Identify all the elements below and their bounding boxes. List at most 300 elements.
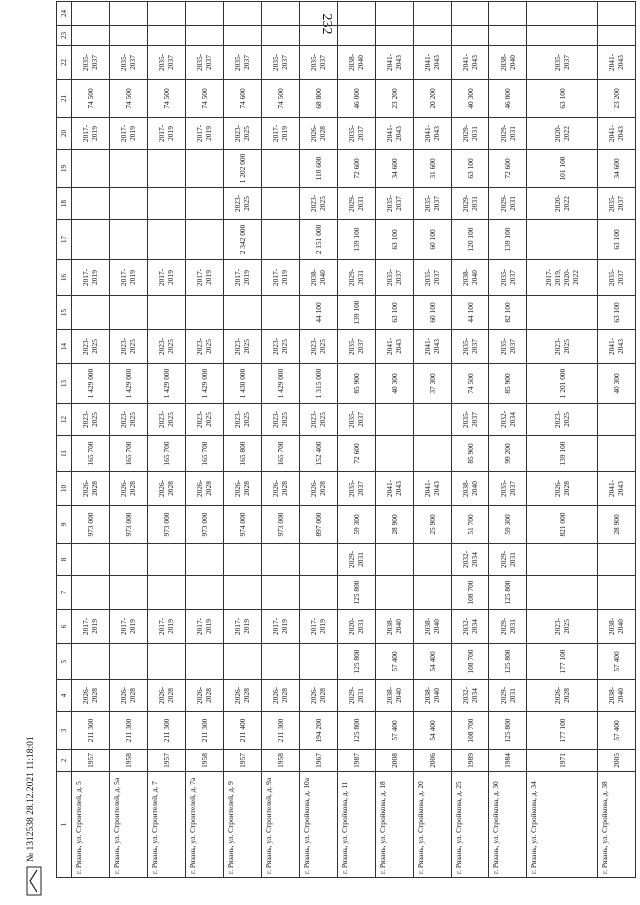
table-cell [109, 26, 147, 46]
table-cell: 120 100 [451, 220, 489, 260]
table-cell: 2038-2040 [451, 472, 489, 506]
table-row [147, 2, 185, 878]
address-cell: г. Рязань, ул. Стройкова, д. 30 [489, 772, 527, 878]
table-cell [72, 644, 110, 680]
table-cell: 2035-2037 [223, 46, 261, 80]
table-cell [597, 2, 635, 26]
garant-logo-icon [26, 866, 42, 896]
table-cell: 25 900 [413, 506, 451, 544]
table-cell: 125 800 [489, 644, 527, 680]
table-row [223, 2, 261, 878]
table-cell [489, 2, 527, 26]
table-cell: 139 100 [337, 296, 375, 330]
table-cell: 2035-2037 [375, 188, 413, 220]
table-cell: 139 100 [337, 220, 375, 260]
table-row [413, 2, 451, 878]
table-cell: 74 500 [147, 80, 185, 118]
table-cell: 2017-2019 [72, 610, 110, 644]
table-cell [72, 26, 110, 46]
table-cell: 2038-2040 [337, 46, 375, 80]
table-cell [185, 2, 223, 26]
table-cell: 57 400 [375, 644, 413, 680]
column-header: 5 [57, 644, 72, 680]
table-cell: 2041-2043 [375, 472, 413, 506]
table-cell [185, 26, 223, 46]
table-cell: 2026-2028 [261, 680, 299, 712]
table-cell: 57 400 [375, 712, 413, 750]
repair-schedule-table [56, 1, 636, 878]
table-cell: 63 100 [597, 296, 635, 330]
table-cell: 2017-2019 [261, 118, 299, 150]
column-header: 13 [57, 364, 72, 404]
table-cell: 74 500 [261, 80, 299, 118]
table-cell [261, 576, 299, 610]
table-cell: 2038-2040 [413, 680, 451, 712]
table-row [489, 2, 527, 878]
table-cell: 2038-2040 [597, 610, 635, 644]
table-cell: 85 900 [451, 436, 489, 472]
table-cell: 2023-2025 [527, 330, 598, 364]
table-cell [527, 576, 598, 610]
table-cell: 1957 [147, 750, 185, 772]
table-cell: 2035-2037 [375, 260, 413, 296]
table-cell: 59 300 [337, 506, 375, 544]
table-cell: 1984 [489, 750, 527, 772]
table-cell [413, 576, 451, 610]
address-cell: г. Рязань, ул. Строителей, д. 5а [109, 772, 147, 878]
table-cell [527, 220, 598, 260]
table-cell: 152 400 [299, 436, 337, 472]
table-cell [109, 296, 147, 330]
table-cell: 57 400 [597, 644, 635, 680]
table-cell: 2041-2043 [597, 330, 635, 364]
table-cell: 63 100 [527, 80, 598, 118]
table-cell: 2017-2019 [185, 610, 223, 644]
table-cell: 82 100 [489, 296, 527, 330]
table-cell [413, 404, 451, 436]
table-cell: 2041-2043 [413, 118, 451, 150]
table-cell [109, 150, 147, 188]
table-cell: 2 151 000 [299, 220, 337, 260]
table-cell: 211 300 [185, 712, 223, 750]
table-cell: 177 100 [527, 644, 598, 680]
table-cell: 2023-2025 [185, 404, 223, 436]
table-cell: 68 800 [299, 80, 337, 118]
table-cell: 2023-2025 [147, 330, 185, 364]
table-cell: 2023-2025 [223, 188, 261, 220]
table-cell [223, 26, 261, 46]
table-cell: 60 100 [413, 220, 451, 260]
table-cell: 2032-2034 [451, 544, 489, 576]
table-cell: 211 300 [109, 712, 147, 750]
table-cell: 74 500 [109, 80, 147, 118]
table-cell: 2035-2037 [185, 46, 223, 80]
table-cell: 40 300 [451, 80, 489, 118]
table-cell: 1 429 000 [72, 364, 110, 404]
table-cell: 1989 [451, 750, 489, 772]
table-cell: 2023-2025 [109, 330, 147, 364]
table-cell [185, 544, 223, 576]
table-cell [223, 576, 261, 610]
table-cell: 2026-2028 [147, 472, 185, 506]
table-cell: 2026-2028 [185, 472, 223, 506]
table-cell [299, 26, 337, 46]
table-cell: 2029-2031 [489, 610, 527, 644]
table-cell: 34 600 [375, 150, 413, 188]
table-cell [185, 150, 223, 188]
table-cell [375, 576, 413, 610]
address-cell: г. Рязань, ул. Стройкова, д. 25 [451, 772, 489, 878]
table-cell [337, 2, 375, 26]
table-cell: 1 429 000 [147, 364, 185, 404]
table-cell: 2026-2028 [223, 472, 261, 506]
table-cell: 2023-2025 [261, 404, 299, 436]
table-cell: 2041-2043 [413, 472, 451, 506]
table-cell: 821 000 [527, 506, 598, 544]
table-cell [261, 26, 299, 46]
table-cell [109, 644, 147, 680]
table-cell [185, 296, 223, 330]
table-cell: 85 900 [489, 364, 527, 404]
table-cell: 2035-2037 [489, 472, 527, 506]
table-row [109, 2, 147, 878]
table-cell [489, 26, 527, 46]
table-row [597, 2, 635, 878]
table-cell: 211 300 [147, 712, 185, 750]
table-cell: 2006 [413, 750, 451, 772]
table-cell: 2017-2019 [261, 610, 299, 644]
table-cell: 1 429 000 [185, 364, 223, 404]
column-header: 21 [57, 80, 72, 118]
column-header: 4 [57, 680, 72, 712]
table-cell [147, 644, 185, 680]
address-cell: г. Рязань, ул. Строителей, д. 7а [185, 772, 223, 878]
table-cell: 2035-2037 [109, 46, 147, 80]
address-cell: г. Рязань, ул. Стройкова, д. 38 [597, 772, 635, 878]
table-cell: 165 700 [109, 436, 147, 472]
table-cell: 2035-2037 [337, 472, 375, 506]
table-cell: 1971 [527, 750, 598, 772]
table-cell: 2017-2019 [147, 118, 185, 150]
table-cell: 46 000 [337, 80, 375, 118]
table-cell [375, 26, 413, 46]
table-cell [147, 150, 185, 188]
table-cell: 2026-2028 [72, 472, 110, 506]
table-cell [413, 436, 451, 472]
address-cell: г. Рязань, ул. Стройкова, д. 20 [413, 772, 451, 878]
table-cell: 125 800 [489, 576, 527, 610]
table-cell: 2026-2028 [527, 472, 598, 506]
table-cell [597, 576, 635, 610]
table-cell: 1967 [299, 750, 337, 772]
table-cell [337, 26, 375, 46]
address-cell: г. Рязань, ул. Строителей, д. 5 [72, 772, 110, 878]
table-cell: 2035-2037 [489, 260, 527, 296]
table-cell: 72 600 [489, 150, 527, 188]
table-cell [185, 220, 223, 260]
table-cell: 1 430 000 [223, 364, 261, 404]
table-cell [413, 544, 451, 576]
table-cell [375, 2, 413, 26]
table-cell: 2023-2025 [299, 330, 337, 364]
table-cell: 2017-2019 [109, 610, 147, 644]
table-cell: 973 000 [261, 506, 299, 544]
table-cell: 2035-2037 [147, 46, 185, 80]
table-cell [299, 576, 337, 610]
table-cell: 973 000 [109, 506, 147, 544]
document-stamp: № 1312538 28.12.2021 11:18:01 [26, 736, 36, 862]
table-cell [147, 576, 185, 610]
column-header: 6 [57, 610, 72, 644]
table-cell: 108 700 [451, 712, 489, 750]
table-cell: 2026-2028 [147, 680, 185, 712]
table-row [527, 2, 598, 878]
table-cell: 57 400 [597, 712, 635, 750]
table-cell: 1 202 000 [223, 150, 261, 188]
table-cell: 108 700 [451, 576, 489, 610]
table-cell: 2026-2028 [223, 680, 261, 712]
table-cell: 194 200 [299, 712, 337, 750]
table-cell: 2029-2031 [489, 680, 527, 712]
table-cell: 108 700 [451, 644, 489, 680]
table-cell: 2017-2019 [72, 118, 110, 150]
table-cell: 125 800 [337, 576, 375, 610]
table-row [261, 2, 299, 878]
footer-stamp [24, 736, 46, 896]
table-cell: 60 100 [413, 296, 451, 330]
table-cell: 2029-2031 [489, 188, 527, 220]
table-cell: 1 429 000 [109, 364, 147, 404]
table-cell: 2038-2040 [413, 610, 451, 644]
table-cell: 2041-2043 [597, 472, 635, 506]
table-cell: 2026-2028 [299, 118, 337, 150]
table-cell: 125 800 [489, 712, 527, 750]
table-cell [147, 544, 185, 576]
table-cell: 46 000 [489, 80, 527, 118]
table-cell: 40 300 [597, 364, 635, 404]
table-cell [261, 150, 299, 188]
table-cell: 2041-2043 [413, 46, 451, 80]
table-cell: 2035-2037 [413, 188, 451, 220]
table-cell [375, 436, 413, 472]
table-cell: 28 900 [375, 506, 413, 544]
table-cell: 85 900 [337, 364, 375, 404]
table-cell: 2017-2019 [109, 118, 147, 150]
table-cell: 74 600 [223, 80, 261, 118]
table-cell: 2041-2043 [597, 118, 635, 150]
table-cell: 2041-2043 [375, 46, 413, 80]
column-header: 2 [57, 750, 72, 772]
table-cell: 973 000 [147, 506, 185, 544]
table-cell [451, 2, 489, 26]
table-cell: 2029-2031 [337, 544, 375, 576]
table-cell: 2 342 000 [223, 220, 261, 260]
table-cell: 1 429 000 [261, 364, 299, 404]
table-cell: 63 100 [375, 220, 413, 260]
table-cell [299, 644, 337, 680]
table-cell: 177 100 [527, 712, 598, 750]
table-cell: 2029-2031 [489, 544, 527, 576]
table-cell: 2026-2028 [299, 472, 337, 506]
table-cell: 1957 [72, 750, 110, 772]
column-header: 15 [57, 296, 72, 330]
table-cell: 2035-2037 [527, 46, 598, 80]
table-cell: 2035-2037 [337, 404, 375, 436]
table-cell: 2017-2019 [223, 260, 261, 296]
table-cell: 2023-2025 [223, 404, 261, 436]
table-cell [109, 576, 147, 610]
table-cell [147, 220, 185, 260]
address-cell: г. Рязань, ул. Стройкова, д. 10а [299, 772, 337, 878]
table-cell [147, 296, 185, 330]
table-cell [72, 150, 110, 188]
column-header: 7 [57, 576, 72, 610]
table-cell [597, 26, 635, 46]
table-cell [147, 2, 185, 26]
table-cell: 74 500 [451, 364, 489, 404]
table-cell: 2020-2022 [527, 188, 598, 220]
page-number: 232 [319, 13, 334, 35]
table-cell: 2041-2043 [413, 330, 451, 364]
table-cell: 37 300 [413, 364, 451, 404]
table-cell: 2029-2031 [489, 118, 527, 150]
table-cell: 54 400 [413, 712, 451, 750]
table-cell: 2026-2028 [527, 680, 598, 712]
table-cell: 1987 [337, 750, 375, 772]
column-header: 1 [57, 772, 72, 878]
table-cell: 72 600 [337, 436, 375, 472]
table-cell: 2026-2028 [72, 680, 110, 712]
table-cell [109, 544, 147, 576]
table-cell [261, 544, 299, 576]
table-cell [72, 576, 110, 610]
address-cell: г. Рязань, ул. Стройкова, д. 11 [337, 772, 375, 878]
table-cell [109, 220, 147, 260]
table-cell: 63 100 [451, 150, 489, 188]
table-cell: 72 600 [337, 150, 375, 188]
column-header: 10 [57, 472, 72, 506]
table-cell: 2023-2025 [223, 330, 261, 364]
table-cell: 2029-2031 [451, 188, 489, 220]
table-cell [147, 188, 185, 220]
column-header: 12 [57, 404, 72, 436]
column-header: 8 [57, 544, 72, 576]
table-cell [261, 220, 299, 260]
table-cell: 1957 [223, 750, 261, 772]
table-cell: 1 315 000 [299, 364, 337, 404]
table-cell: 2017-2019 [72, 260, 110, 296]
address-cell: г. Рязань, ул. Строителей, д. 7 [147, 772, 185, 878]
table-cell [375, 404, 413, 436]
table-cell: 2029-2031 [451, 118, 489, 150]
table-cell: 2026-2028 [185, 680, 223, 712]
table-cell [299, 544, 337, 576]
table-cell: 2017-2019 [109, 260, 147, 296]
table-cell: 2029-2031 [337, 188, 375, 220]
column-header: 22 [57, 46, 72, 80]
scanned-table-region [56, 10, 636, 878]
table-cell: 110 600 [299, 150, 337, 188]
table-cell: 165 700 [185, 436, 223, 472]
table-cell: 2041-2043 [375, 118, 413, 150]
address-cell: г. Рязань, ул. Стройкова, д. 34 [527, 772, 598, 878]
table-cell [527, 544, 598, 576]
table-cell: 2026-2028 [109, 680, 147, 712]
table-row [337, 2, 375, 878]
table-cell [72, 220, 110, 260]
table-cell: 101 100 [527, 150, 598, 188]
table-cell: 20 200 [413, 80, 451, 118]
table-cell: 211 300 [261, 712, 299, 750]
table-cell: 2038-2040 [489, 46, 527, 80]
table-cell [185, 576, 223, 610]
table-cell: 2035-2037 [337, 330, 375, 364]
table-cell: 2035-2037 [72, 46, 110, 80]
table-cell: 2026-2028 [109, 472, 147, 506]
column-header: 3 [57, 712, 72, 750]
table-cell [597, 436, 635, 472]
table-cell: 165 700 [72, 436, 110, 472]
table-cell: 2032-2034 [489, 404, 527, 436]
table-cell [147, 26, 185, 46]
address-cell: г. Рязань, ул. Строителей, д. 9 [223, 772, 261, 878]
table-cell: 2038-2040 [597, 680, 635, 712]
table-cell [261, 2, 299, 26]
table-cell [375, 544, 413, 576]
table-cell: 1958 [261, 750, 299, 772]
column-header: 24 [57, 2, 72, 26]
table-cell: 2023-2025 [147, 404, 185, 436]
table-cell: 1958 [185, 750, 223, 772]
table-cell: 2023-2025 [72, 404, 110, 436]
table-cell: 34 600 [597, 150, 635, 188]
table-cell: 28 900 [597, 506, 635, 544]
table-cell: 99 200 [489, 436, 527, 472]
table-cell [223, 2, 261, 26]
table-row [375, 2, 413, 878]
table-cell: 2041-2043 [597, 46, 635, 80]
table-cell: 1 201 000 [527, 364, 598, 404]
table-cell [185, 188, 223, 220]
table-cell [223, 544, 261, 576]
table-cell: 2017-2019 [299, 610, 337, 644]
table-cell: 2017-2019 [185, 260, 223, 296]
table-cell: 2023-2025 [527, 610, 598, 644]
table-cell: 974 000 [223, 506, 261, 544]
table-cell: 2023-2025 [299, 188, 337, 220]
column-header: 17 [57, 220, 72, 260]
table-cell: 2017-2019, 2020-2022 [527, 260, 598, 296]
table-cell: 2023-2025 [185, 330, 223, 364]
table-cell: 165 700 [261, 436, 299, 472]
table-cell [527, 296, 598, 330]
table-cell [72, 544, 110, 576]
table-cell: 897 000 [299, 506, 337, 544]
table-cell [527, 2, 598, 26]
table-cell [597, 544, 635, 576]
table-cell: 2035-2037 [261, 46, 299, 80]
column-header: 20 [57, 118, 72, 150]
table-cell: 40 300 [375, 364, 413, 404]
table-cell [223, 644, 261, 680]
table-cell [185, 644, 223, 680]
table-cell [299, 2, 337, 26]
table-cell: 125 800 [337, 644, 375, 680]
table-cell: 44 100 [299, 296, 337, 330]
table-cell: 2038-2040 [375, 680, 413, 712]
table-cell: 2035-2037 [413, 260, 451, 296]
table-cell: 2026-2028 [299, 680, 337, 712]
